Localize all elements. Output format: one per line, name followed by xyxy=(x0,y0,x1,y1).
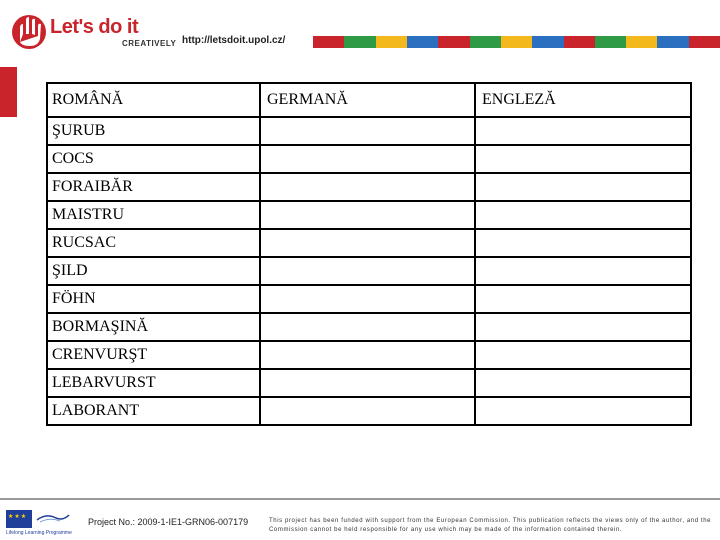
header-cell-engleza: ENGLEZĂ xyxy=(475,83,691,117)
romanian-word-cell: BORMAŞINĂ xyxy=(47,313,260,341)
english-answer-cell[interactable] xyxy=(475,285,691,313)
english-answer-cell[interactable] xyxy=(475,313,691,341)
english-answer-cell[interactable] xyxy=(475,173,691,201)
color-strip-segment xyxy=(657,36,688,48)
german-answer-cell[interactable] xyxy=(260,397,475,425)
german-answer-cell[interactable] xyxy=(260,229,475,257)
color-strip-segment xyxy=(313,36,344,48)
site-url-link[interactable]: http://letsdoit.upol.cz/ xyxy=(182,35,286,46)
english-answer-cell[interactable] xyxy=(475,229,691,257)
color-strip-segment xyxy=(595,36,626,48)
table-row xyxy=(47,117,691,145)
color-strip-segment xyxy=(344,36,375,48)
german-answer-cell[interactable] xyxy=(260,173,475,201)
table-row xyxy=(47,229,691,257)
german-answer-cell[interactable] xyxy=(260,341,475,369)
table-row xyxy=(47,285,691,313)
romanian-word-cell: ŞURUB xyxy=(47,117,260,145)
color-strip-segment xyxy=(532,36,563,48)
logo-title: Let's do it xyxy=(50,16,139,38)
color-strip-segment xyxy=(564,36,595,48)
english-answer-cell[interactable] xyxy=(475,145,691,173)
english-answer-cell[interactable] xyxy=(475,201,691,229)
color-strip-segment xyxy=(501,36,532,48)
header-cell-germana: GERMANĂ xyxy=(260,83,475,117)
romanian-word-cell: MAISTRU xyxy=(47,201,260,229)
english-answer-cell[interactable] xyxy=(475,397,691,425)
color-strip-segment xyxy=(626,36,657,48)
logo-subtitle: CREATIVELY xyxy=(122,39,177,48)
german-answer-cell[interactable] xyxy=(260,201,475,229)
romanian-word-cell: LABORANT xyxy=(47,397,260,425)
english-answer-cell[interactable] xyxy=(475,341,691,369)
lifelong-learning-logo-icon xyxy=(36,512,70,524)
english-answer-cell[interactable] xyxy=(475,369,691,397)
english-answer-cell[interactable] xyxy=(475,257,691,285)
color-strip-segment xyxy=(407,36,438,48)
footer-divider xyxy=(0,498,720,500)
german-answer-cell[interactable] xyxy=(260,257,475,285)
german-answer-cell[interactable] xyxy=(260,145,475,173)
german-answer-cell[interactable] xyxy=(260,369,475,397)
table-row xyxy=(47,201,691,229)
table-header-row xyxy=(47,83,691,117)
romanian-word-cell: COCS xyxy=(47,145,260,173)
color-strip-segment xyxy=(470,36,501,48)
slide-accent-tab xyxy=(0,67,17,117)
romanian-word-cell: CRENVURŞT xyxy=(47,341,260,369)
german-answer-cell[interactable] xyxy=(260,285,475,313)
table-row xyxy=(47,257,691,285)
programme-caption: Lifelong Learning Programme xyxy=(6,530,72,536)
table-row xyxy=(47,341,691,369)
romanian-word-cell: RUCSAC xyxy=(47,229,260,257)
romanian-word-cell: ŞILD xyxy=(47,257,260,285)
table-row xyxy=(47,397,691,425)
color-strip-segment xyxy=(689,36,720,48)
romanian-word-cell: FÖHN xyxy=(47,285,260,313)
hand-logo-icon xyxy=(10,12,48,50)
project-number: Project No.: 2009-1-IE1-GRN06-007179 xyxy=(88,517,249,527)
footer xyxy=(0,498,720,540)
header-color-strip xyxy=(313,36,720,48)
romanian-word-cell: LEBARVURST xyxy=(47,369,260,397)
color-strip-segment xyxy=(376,36,407,48)
vocabulary-table xyxy=(46,82,692,426)
funding-disclaimer: This project has been funded with support from the European Commission. This publication reflects the views only of the author, and the Commission cannot be held responsible for any use which may be made of the information contained therein. xyxy=(269,518,712,533)
color-strip-segment xyxy=(438,36,469,48)
eu-flag-icon xyxy=(6,510,32,528)
lets-do-it-logo xyxy=(10,12,180,52)
romanian-word-cell: FORAIBĂR xyxy=(47,173,260,201)
table-row xyxy=(47,145,691,173)
german-answer-cell[interactable] xyxy=(260,313,475,341)
table-row xyxy=(47,369,691,397)
german-answer-cell[interactable] xyxy=(260,117,475,145)
table-row xyxy=(47,313,691,341)
table-row xyxy=(47,173,691,201)
english-answer-cell[interactable] xyxy=(475,117,691,145)
header-cell-romana: ROMÂNĂ xyxy=(47,83,260,117)
